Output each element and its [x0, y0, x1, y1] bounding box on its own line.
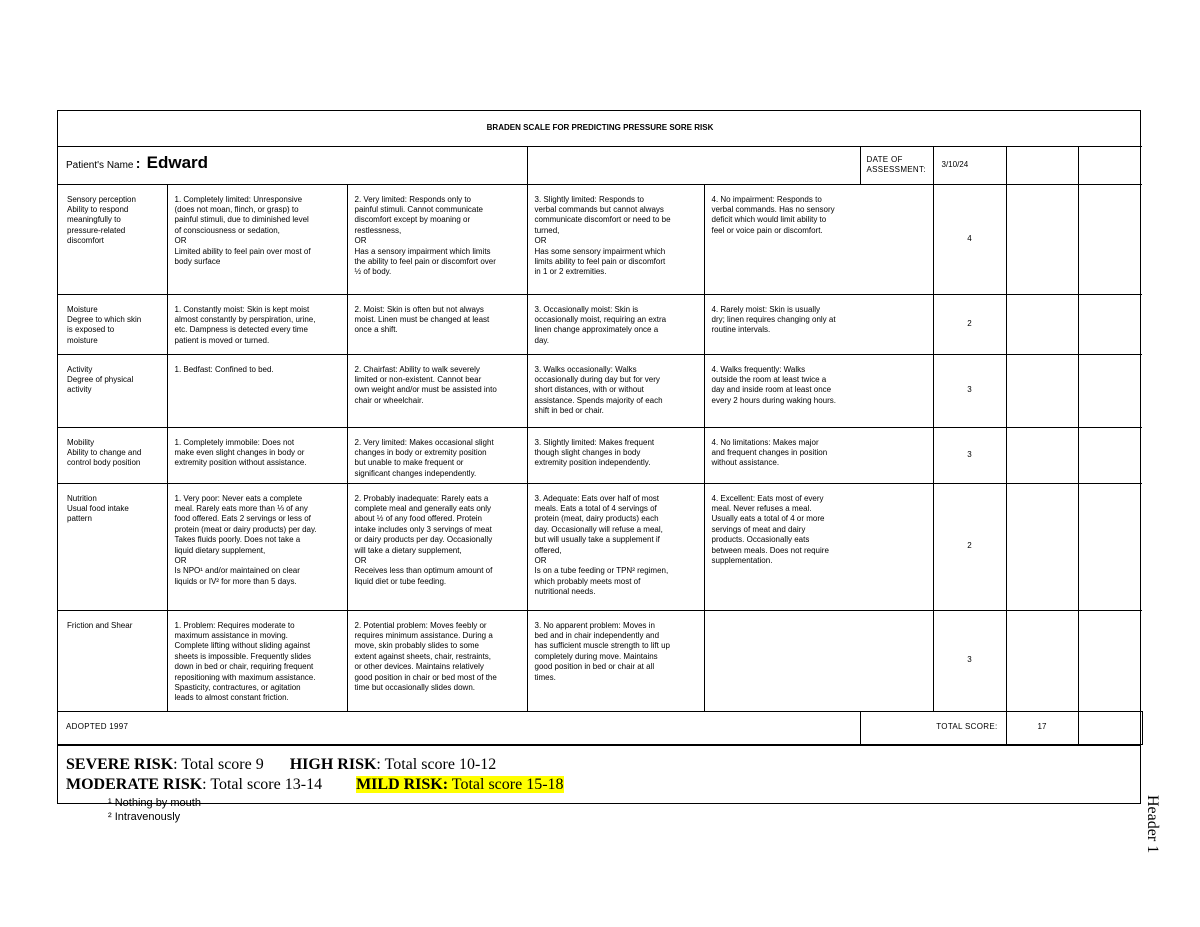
level-description-line: 4. Excellent: Eats most of every	[711, 493, 824, 503]
footnotes	[108, 796, 201, 824]
risk-line-1	[66, 755, 1140, 775]
level-description-line: intake includes only 3 servings of meat	[354, 524, 492, 534]
level-description-line: extremity position without assistance.	[174, 458, 307, 468]
level-description-line: painful stimuli, due to diminished level	[174, 215, 309, 225]
level-description-line: 4. Rarely moist: Skin is usually	[711, 304, 820, 314]
category-line: pressure-related	[67, 225, 126, 235]
category-line: Nutrition	[67, 493, 97, 503]
category-cell	[58, 354, 167, 427]
level-description-line: 1. Completely limited: Unresponsive	[174, 194, 303, 204]
level-description-line: OR	[174, 236, 187, 246]
blank-score-cell	[1006, 610, 1078, 711]
form-title: BRADEN SCALE FOR PREDICTING PRESSURE SORE RISK	[58, 111, 1142, 146]
category-line: meaningfully to	[67, 215, 121, 225]
level-description-line: restlessness,	[354, 225, 402, 235]
level-2-cell	[347, 427, 527, 483]
level-description-line: limits ability to feel pain or discomfort	[534, 256, 666, 266]
category-line: is exposed to	[67, 325, 115, 335]
level-description-line: but will usually take a supplement if	[534, 535, 660, 545]
level-description-line: maximum assistance in moving.	[174, 630, 288, 640]
level-description-line: 3. Walks occasionally: Walks	[534, 364, 637, 374]
level-description-line: OR	[534, 236, 547, 246]
level-description-line: 1. Very poor: Never eats a complete	[174, 493, 303, 503]
category-line: Usual food intake	[67, 503, 129, 513]
category-line: Activity	[67, 364, 93, 374]
level-1-cell	[167, 610, 347, 711]
mild-risk-text: Total score 15-18	[448, 775, 564, 793]
level-1-cell	[167, 294, 347, 354]
level-3-cell	[527, 483, 704, 610]
level-description-line: body surface	[174, 256, 221, 266]
level-4-cell	[704, 427, 933, 483]
blank-score-cell	[1006, 354, 1078, 427]
risk-legend	[58, 745, 1140, 803]
page-header-text: Header 1	[1144, 795, 1161, 854]
level-4-cell	[704, 184, 933, 294]
level-description-line: make even slight changes in body or	[174, 447, 305, 457]
level-description-line: linen change approximately once a	[534, 325, 659, 335]
blank-score-cell	[1078, 610, 1142, 711]
level-description-line: liquid diet or tube feeding.	[354, 576, 447, 586]
level-1-cell	[167, 483, 347, 610]
level-4-cell	[704, 483, 933, 610]
blank-cell	[527, 146, 860, 184]
level-description-line: protein (meat, dairy products) each	[534, 514, 659, 524]
level-description-line: Has some sensory impairment which	[534, 246, 666, 256]
level-description-line: own weight and/or must be assisted into	[354, 385, 497, 395]
level-3-cell	[527, 184, 704, 294]
criteria-row	[58, 610, 1142, 711]
level-description-line: 1. Constantly moist: Skin is kept moist	[174, 304, 310, 314]
level-description-line: painful stimuli. Cannot communicate	[354, 204, 484, 214]
level-description-line: extremity position independently.	[534, 458, 651, 468]
high-risk-text: : Total score 10-12	[376, 755, 497, 773]
level-description-line: 1. Problem: Requires moderate to	[174, 620, 295, 630]
patient-name-cell	[58, 146, 527, 184]
level-description-line: feel or voice pain or discomfort.	[711, 225, 823, 235]
severe-risk-text: : Total score 9	[173, 755, 264, 773]
level-description-line: of consciousness or sedation,	[174, 225, 280, 235]
criteria-row	[58, 294, 1142, 354]
level-description-line: Usually eats a total of 4 or more	[711, 514, 825, 524]
level-3-cell	[527, 354, 704, 427]
category-line: Moisture	[67, 304, 98, 314]
category-line: Mobility	[67, 437, 95, 447]
level-1-cell	[167, 184, 347, 294]
level-description-line: and frequent changes in position	[711, 447, 828, 457]
row-score: 4	[933, 184, 1006, 294]
level-description-line: repositioning with maximum assistance.	[174, 672, 316, 682]
criteria-row	[58, 354, 1142, 427]
level-2-cell	[347, 483, 527, 610]
row-score: 2	[933, 294, 1006, 354]
level-description-line: but unable to make frequent or	[354, 458, 464, 468]
level-description-line: Receives less than optimum amount of	[354, 566, 493, 576]
level-description-line: ½ of body.	[354, 267, 392, 277]
category-cell	[58, 184, 167, 294]
level-description-line: occasionally during day but for very	[534, 374, 660, 384]
level-3-cell	[527, 294, 704, 354]
blank-score-cell	[1078, 354, 1142, 427]
high-risk-label: HIGH RISK	[289, 755, 377, 773]
level-2-cell	[347, 610, 527, 711]
level-description-line: 2. Potential problem: Moves feebly or	[354, 620, 487, 630]
level-description-line: chair or wheelchair.	[354, 395, 424, 405]
level-description-line: Complete lifting without sliding against	[174, 641, 311, 651]
blank-date-cell	[1078, 146, 1142, 184]
level-description-line: Spasticity, contractures, or agitation	[174, 682, 301, 692]
level-description-line: turned,	[534, 225, 560, 235]
level-description-line: meal. Rarely eats more than ⅓ of any	[174, 503, 308, 513]
blank-score-cell	[1006, 184, 1078, 294]
level-description-line: moist. Linen must be changed at least	[354, 314, 490, 324]
category-line: moisture	[67, 335, 98, 345]
level-description-line: dry; linen requires changing only at	[711, 314, 836, 324]
level-description-line: offered,	[534, 545, 562, 555]
level-description-line: between meals. Does not require	[711, 545, 829, 555]
level-description-line: 3. Slightly limited: Makes frequent	[534, 437, 655, 447]
level-description-line: outside the room at least twice a	[711, 374, 827, 384]
level-description-line: once a shift.	[354, 325, 398, 335]
blank-score-cell	[1078, 184, 1142, 294]
moderate-risk-label: MODERATE RISK	[66, 775, 203, 793]
level-description-line: which probably meets most of	[534, 576, 641, 586]
level-description-line: good position in chair or bed most of the	[354, 672, 497, 682]
footer-row	[58, 711, 1142, 744]
level-description-line: meal. Never refuses a meal.	[711, 503, 812, 513]
blank-total-cell	[1078, 711, 1142, 744]
risk-line-2	[66, 775, 1140, 795]
level-description-line: in 1 or 2 extremities.	[534, 267, 607, 277]
category-cell	[58, 610, 167, 711]
level-description-line: Is NPO¹ and/or maintained on clear	[174, 566, 300, 576]
criteria-row	[58, 427, 1142, 483]
level-3-cell	[527, 610, 704, 711]
level-description-line: 2. Chairfast: Ability to walk severely	[354, 364, 480, 374]
level-description-line: 2. Moist: Skin is often but not always	[354, 304, 484, 314]
blank-score-cell	[1006, 294, 1078, 354]
level-description-line: products. Occasionally eats	[711, 535, 810, 545]
level-description-line: sheets is impossible. Frequently slides	[174, 651, 312, 661]
level-3-cell	[527, 427, 704, 483]
level-description-line: day.	[534, 335, 550, 345]
row-score: 3	[933, 610, 1006, 711]
category-cell	[58, 294, 167, 354]
row-score: 3	[933, 427, 1006, 483]
criteria-row	[58, 483, 1142, 610]
category-line: Sensory perception	[67, 194, 136, 204]
mild-risk-highlight	[356, 776, 563, 793]
level-description-line: complete meal and generally eats only	[354, 503, 492, 513]
level-description-line: move, skin probably slides to some	[354, 641, 479, 651]
level-description-line: significant changes independently.	[354, 468, 477, 478]
level-description-line: has sufficient muscle strength to lift up	[534, 641, 670, 651]
level-description-line: or other devices. Maintains relatively	[354, 662, 484, 672]
patient-name-value: Edward	[146, 153, 209, 173]
blank-score-cell	[1006, 483, 1078, 610]
level-description-line: about ½ of any food offered. Protein	[354, 514, 482, 524]
category-line: Ability to change and	[67, 447, 142, 457]
level-description-line: though slight changes in body	[534, 447, 641, 457]
level-1-cell	[167, 427, 347, 483]
blank-score-cell	[1006, 427, 1078, 483]
level-description-line: (does not moan, flinch, or grasp) to	[174, 204, 299, 214]
level-description-line: almost constantly by perspiration, urine,	[174, 314, 316, 324]
level-4-cell	[704, 610, 933, 711]
row-score: 3	[933, 354, 1006, 427]
level-description-line: short distances, with or without	[534, 385, 644, 395]
level-description-line: 2. Very limited: Responds only to	[354, 194, 472, 204]
footnote-2: ² Intravenously	[108, 811, 181, 823]
level-description-line: day and inside room at least once	[711, 385, 832, 395]
total-score-value: 17	[1006, 711, 1078, 744]
category-line: Friction and Shear	[67, 620, 133, 630]
level-description-line: Is on a tube feeding or TPN² regimen,	[534, 566, 669, 576]
category-line: discomfort	[67, 236, 104, 246]
blank-score-cell	[1078, 483, 1142, 610]
level-description-line: times.	[534, 672, 556, 682]
level-description-line: shift in bed or chair.	[534, 406, 604, 416]
level-description-line: 1. Bedfast: Confined to bed.	[174, 364, 274, 374]
level-description-line: time but occasionally slides down.	[354, 682, 476, 692]
level-description-line: will take a dietary supplement,	[354, 545, 462, 555]
level-description-line: patient is moved or turned.	[174, 335, 270, 345]
level-description-line: 4. No impairment: Responds to	[711, 194, 822, 204]
blank-score-cell	[1078, 427, 1142, 483]
level-description-line: 2. Very limited: Makes occasional slight	[354, 437, 494, 447]
assessment-date-label: DATE OF ASSESSMENT:	[860, 146, 933, 184]
level-description-line: Limited ability to feel pain over most of	[174, 246, 311, 256]
level-description-line: routine intervals.	[711, 325, 771, 335]
category-cell	[58, 427, 167, 483]
level-description-line: 3. No apparent problem: Moves in	[534, 620, 656, 630]
level-description-line: servings of meat and dairy	[711, 524, 806, 534]
moderate-risk-text: : Total score 13-14	[202, 775, 323, 793]
level-2-cell	[347, 354, 527, 427]
level-description-line: OR	[354, 555, 367, 565]
patient-row	[58, 146, 1142, 184]
level-description-line: every 2 hours during waking hours.	[711, 395, 837, 405]
level-description-line: liquids or IV² for more than 5 days.	[174, 576, 297, 586]
patient-name-colon: :	[135, 155, 141, 172]
category-line: pattern	[67, 514, 92, 524]
category-cell	[58, 483, 167, 610]
level-description-line: limited or non-existent. Cannot bear	[354, 374, 482, 384]
mild-risk-label: MILD RISK:	[356, 775, 449, 793]
level-description-line: communicate discomfort or need to be	[534, 215, 671, 225]
level-description-line: occasionally moist, requiring an extra	[534, 314, 667, 324]
adopted-text: ADOPTED 1997	[58, 711, 860, 744]
level-2-cell	[347, 294, 527, 354]
level-description-line: assistance. Spends majority of each	[534, 395, 663, 405]
level-description-line: food offered. Eats 2 servings or less of	[174, 514, 311, 524]
level-description-line: completely during move. Maintains	[534, 651, 658, 661]
row-score: 2	[933, 483, 1006, 610]
level-description-line: changes in body or extremity position	[354, 447, 487, 457]
category-line: control body position	[67, 458, 141, 468]
level-description-line: requires minimum assistance. During a	[354, 630, 493, 640]
level-description-line: OR	[534, 555, 547, 565]
level-description-line: day. Occasionally will refuse a meal,	[534, 524, 663, 534]
severe-risk-label: SEVERE RISK	[66, 755, 174, 773]
level-description-line: 3. Occasionally moist: Skin is	[534, 304, 639, 314]
category-line: activity	[67, 385, 92, 395]
level-1-cell	[167, 354, 347, 427]
level-description-line: without assistance.	[711, 458, 780, 468]
level-description-line: Has a sensory impairment which limits	[354, 246, 491, 256]
level-description-line: 1. Completely immobile: Does not	[174, 437, 295, 447]
criteria-row	[58, 184, 1142, 294]
level-description-line: discomfort except by moaning or	[354, 215, 471, 225]
level-description-line: 3. Adequate: Eats over half of most	[534, 493, 660, 503]
patient-name-label: Patient's Name	[66, 160, 134, 172]
page-header-rotated	[1137, 795, 1163, 885]
level-description-line: etc. Dampness is detected every time	[174, 325, 308, 335]
level-description-line: OR	[174, 555, 187, 565]
category-line: Degree of physical	[67, 374, 134, 384]
level-description-line: deficit which would limit ability to	[711, 215, 827, 225]
title-row	[58, 111, 1142, 146]
category-line: Degree to which skin	[67, 314, 142, 324]
blank-date-cell	[1006, 146, 1078, 184]
blank-score-cell	[1078, 294, 1142, 354]
assessment-date-value: 3/10/24	[933, 146, 1006, 184]
level-description-line: good position in bed or chair at all	[534, 662, 655, 672]
level-description-line: meals. Eats a total of 4 servings of	[534, 503, 657, 513]
braden-table	[58, 111, 1142, 745]
level-2-cell	[347, 184, 527, 294]
level-description-line: 2. Probably inadequate: Rarely eats a	[354, 493, 489, 503]
level-description-line: verbal commands. Has no sensory	[711, 204, 835, 214]
level-description-line: extent against sheets, chair, restraints,	[354, 651, 492, 661]
level-description-line: leads to almost constant friction.	[174, 693, 289, 703]
level-4-cell	[704, 294, 933, 354]
footnote-1: ¹ Nothing by mouth	[108, 797, 201, 809]
level-description-line: verbal commands but cannot always	[534, 204, 664, 214]
level-description-line: 3. Slightly limited: Responds to	[534, 194, 644, 204]
level-4-cell	[704, 354, 933, 427]
level-description-line: 4. Walks frequently: Walks	[711, 364, 806, 374]
level-description-line: bed and in chair independently and	[534, 630, 660, 640]
level-description-line: nutritional needs.	[534, 587, 596, 597]
braden-scale-form	[57, 110, 1141, 804]
level-description-line: the ability to feel pain or discomfort over	[354, 256, 496, 266]
level-description-line: down in bed or chair, requiring frequent	[174, 662, 314, 672]
level-description-line: OR	[354, 236, 367, 246]
category-line: Ability to respond	[67, 204, 129, 214]
total-score-label: TOTAL SCORE:	[860, 711, 1006, 744]
level-description-line: protein (meat or dairy products) per day.	[174, 524, 317, 534]
level-description-line: or dairy products per day. Occasionally	[354, 535, 493, 545]
level-description-line: 4. No limitations: Makes major	[711, 437, 819, 447]
level-description-line: Takes fluids poorly. Does not take a	[174, 535, 301, 545]
level-description-line: liquid dietary supplement,	[174, 545, 266, 555]
level-description-line: supplementation.	[711, 555, 773, 565]
